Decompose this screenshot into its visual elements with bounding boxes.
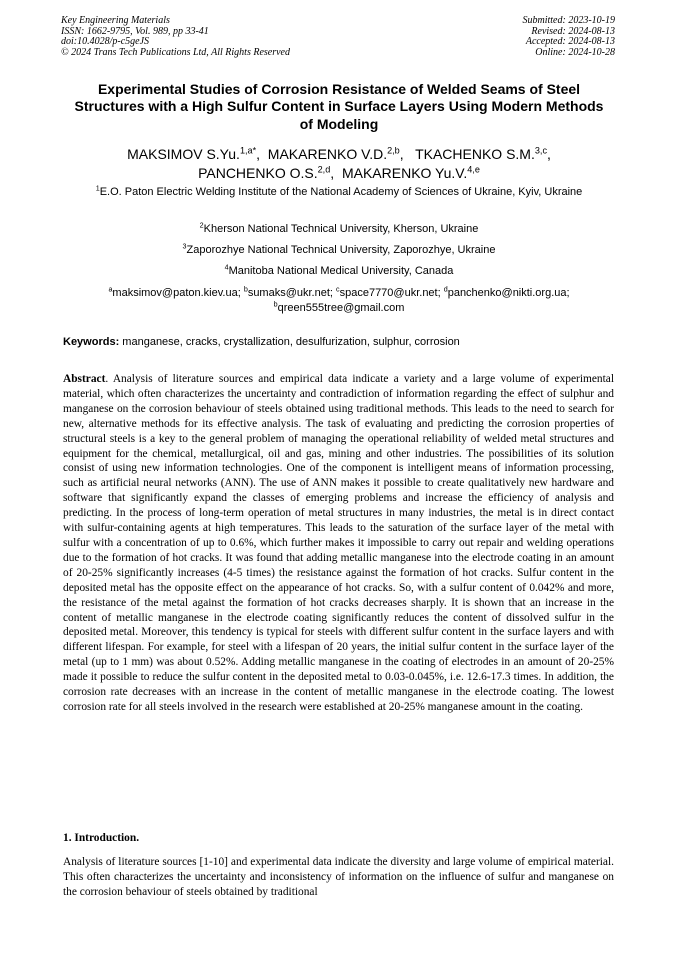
journal-info bbox=[61, 16, 290, 58]
author-name: MAKARENKO V.D. bbox=[267, 146, 388, 162]
email-address[interactable]: space7770@ukr.net; bbox=[339, 287, 444, 299]
keywords bbox=[63, 335, 623, 349]
author-superscript: 2,b bbox=[387, 145, 400, 156]
affiliation-text: Kherson National Technical University, Kherson, Ukraine bbox=[203, 223, 479, 235]
affiliation-superscript: 2 bbox=[199, 221, 204, 230]
author-name: MAKARENKO Yu.V. bbox=[341, 165, 468, 181]
email-address[interactable]: sumaks@ukr.net; bbox=[247, 287, 337, 299]
affiliation-text: Zaporozhye National Technical University, Zaporozhye, Ukraine bbox=[186, 244, 496, 256]
section-heading: 1. Introduction. bbox=[63, 832, 140, 844]
author-name: TKACHENKO S.M. bbox=[415, 146, 535, 162]
affiliation-2 bbox=[61, 222, 617, 237]
author-superscript: 2,d bbox=[317, 164, 331, 175]
abstract-text: . Analysis of literature sources and empirical data indicate a variety and a large volume of experimental material, which often characterizes the uncertainty and contradiction of information regarding the effect of sulphur and manganese on the corrosion behaviour of steels obtained using traditional methods. This leads to the need to search for new, alternative methods for its effective analysis. The task of evaluating and predicting the corrosion properties of structural steels is a key to the general problem of managing the operational reliability of welded metal structures and equipment for the chemical, metallurgical, oil and gas, mining and other industries. The possibilities of its solution consist of using new information technologies. One of the component is intelligent means of information processing, such as artificial neural networks (ANN). The use of ANN makes it possible to create qualitatively new hardware and software that significantly expand the classes of emerging problems and increase the efficiency of analysis and predicting. In the process of long-term operation of metal structures in many industries, the metal is in direct contact with sulfur-containing agents at high temperatures. This leads to the saturation of the surface layer of the metal with sulfur with a concentration of up to 0.6%, which further makes it impossible to carry out repair and welding operations due to the formation of hot cracks. It was found that adding metallic manganese into the electrode coating in an amount of 20-25% significantly increases (4-5 times) the resistance against the formation of hot cracks. Sulfur content in the deposited metal has the opposite effect on the appearance of hot cracks. So, with a sulfur content of 0.042% and more, the resistance of the metal against the formation of hot cracks decreases sharply. It is shown that an increase in the content of metallic manganese in the electrode coating significantly reduces the content of dissolved sulfur in the deposited metal. Moreover, this tendency is typical for steels with different sulfur content in the surface layers and with different lifespan. For example, for steel with a lifespan of 20 years, the initial sulfur content in the surface layer of the metal (up to 1 mm) was about 0.52%. Adding metallic manganese in the coating of electrodes in an amount of 20-25% made it possible to reduce the sulfur content in the deposited metal to 0.03-0.045%, i.e. 12.6-17.3 times. In addition, the corrosion rate decreases with an increase in the content of metallic manganese in the electrode coating. The lowest corrosion rate for all steels involved in the research were established at 20-25% manganese amount in the coating. bbox=[63, 373, 614, 713]
date-revised: Revised: 2024-08-13 bbox=[531, 25, 615, 37]
date-online: Online: 2024-10-28 bbox=[535, 46, 615, 58]
affiliation-superscript: 1 bbox=[95, 184, 100, 193]
author-separator: , bbox=[330, 165, 339, 181]
author-superscript: 4,e bbox=[467, 164, 480, 175]
email-address[interactable]: maksimov@paton.kiev.ua; bbox=[112, 287, 244, 299]
section-body: Analysis of literature sources [1-10] and experimental data indicate the diversity and large volume of empirical material. This often characterizes the uncertainty and inconsistency of information on the influence of sulfur and manganese on the corrosion behaviour of steels obtained by traditional bbox=[63, 856, 614, 898]
affiliation-superscript: 3 bbox=[182, 242, 187, 251]
abstract-label: Abstract bbox=[63, 373, 106, 385]
affiliation-text: Manitoba National Medical University, Canada bbox=[228, 265, 454, 277]
date-accepted: Accepted: 2024-08-13 bbox=[525, 36, 615, 48]
author-separator: , bbox=[399, 146, 412, 162]
author-superscript: 1,a* bbox=[239, 145, 257, 156]
abstract bbox=[63, 372, 614, 715]
affiliation-1 bbox=[61, 185, 617, 200]
email-address[interactable]: qreen555tree@gmail.com bbox=[277, 301, 405, 314]
author-list bbox=[40, 145, 638, 183]
paper-title: Experimental Studies of Corrosion Resistance of Welded Seams of Steel Structures with a High Sulfur Content in Surface Layers Using Modern Methods of Modeling bbox=[74, 81, 604, 132]
author-name: MAKSIMOV S.Yu. bbox=[127, 146, 240, 162]
author-superscript: 3,c bbox=[534, 145, 547, 156]
keywords-text: manganese, cracks, crystallization, desulfurization, sulphur, corrosion bbox=[119, 336, 460, 348]
email-superscript: b bbox=[243, 285, 248, 294]
journal-issn: ISSN: 1662-9795, Vol. 989, pp 33-41 bbox=[61, 25, 209, 37]
email-superscript: a bbox=[108, 285, 113, 294]
email-superscript: b bbox=[273, 299, 278, 308]
keywords-label: Keywords: bbox=[63, 336, 120, 348]
email-address[interactable]: panchenko@nikti.org.ua; bbox=[447, 287, 570, 299]
affiliation-4 bbox=[61, 264, 617, 279]
affiliation-text: E.O. Paton Electric Welding Institute of the National Academy of Sciences of Ukraine, Kyiv, Ukraine bbox=[99, 186, 583, 198]
journal-doi: doi:10.4028/p-c5geJS bbox=[61, 36, 150, 48]
journal-name: Key Engineering Materials bbox=[61, 15, 170, 26]
affiliation-superscript: 4 bbox=[224, 263, 229, 272]
journal-copyright: © 2024 Trans Tech Publications Ltd, All Rights Reserved bbox=[61, 46, 290, 58]
email-superscript: c bbox=[336, 285, 340, 294]
affiliation-3 bbox=[61, 243, 617, 258]
author-name: PANCHENKO O.S. bbox=[198, 165, 318, 181]
article-dates bbox=[523, 16, 616, 58]
email-superscript: d bbox=[443, 285, 448, 294]
author-separator: , bbox=[256, 146, 264, 162]
date-submitted: Submitted: 2023-10-19 bbox=[522, 15, 615, 26]
email-list bbox=[61, 286, 617, 315]
author-separator: , bbox=[547, 146, 551, 162]
